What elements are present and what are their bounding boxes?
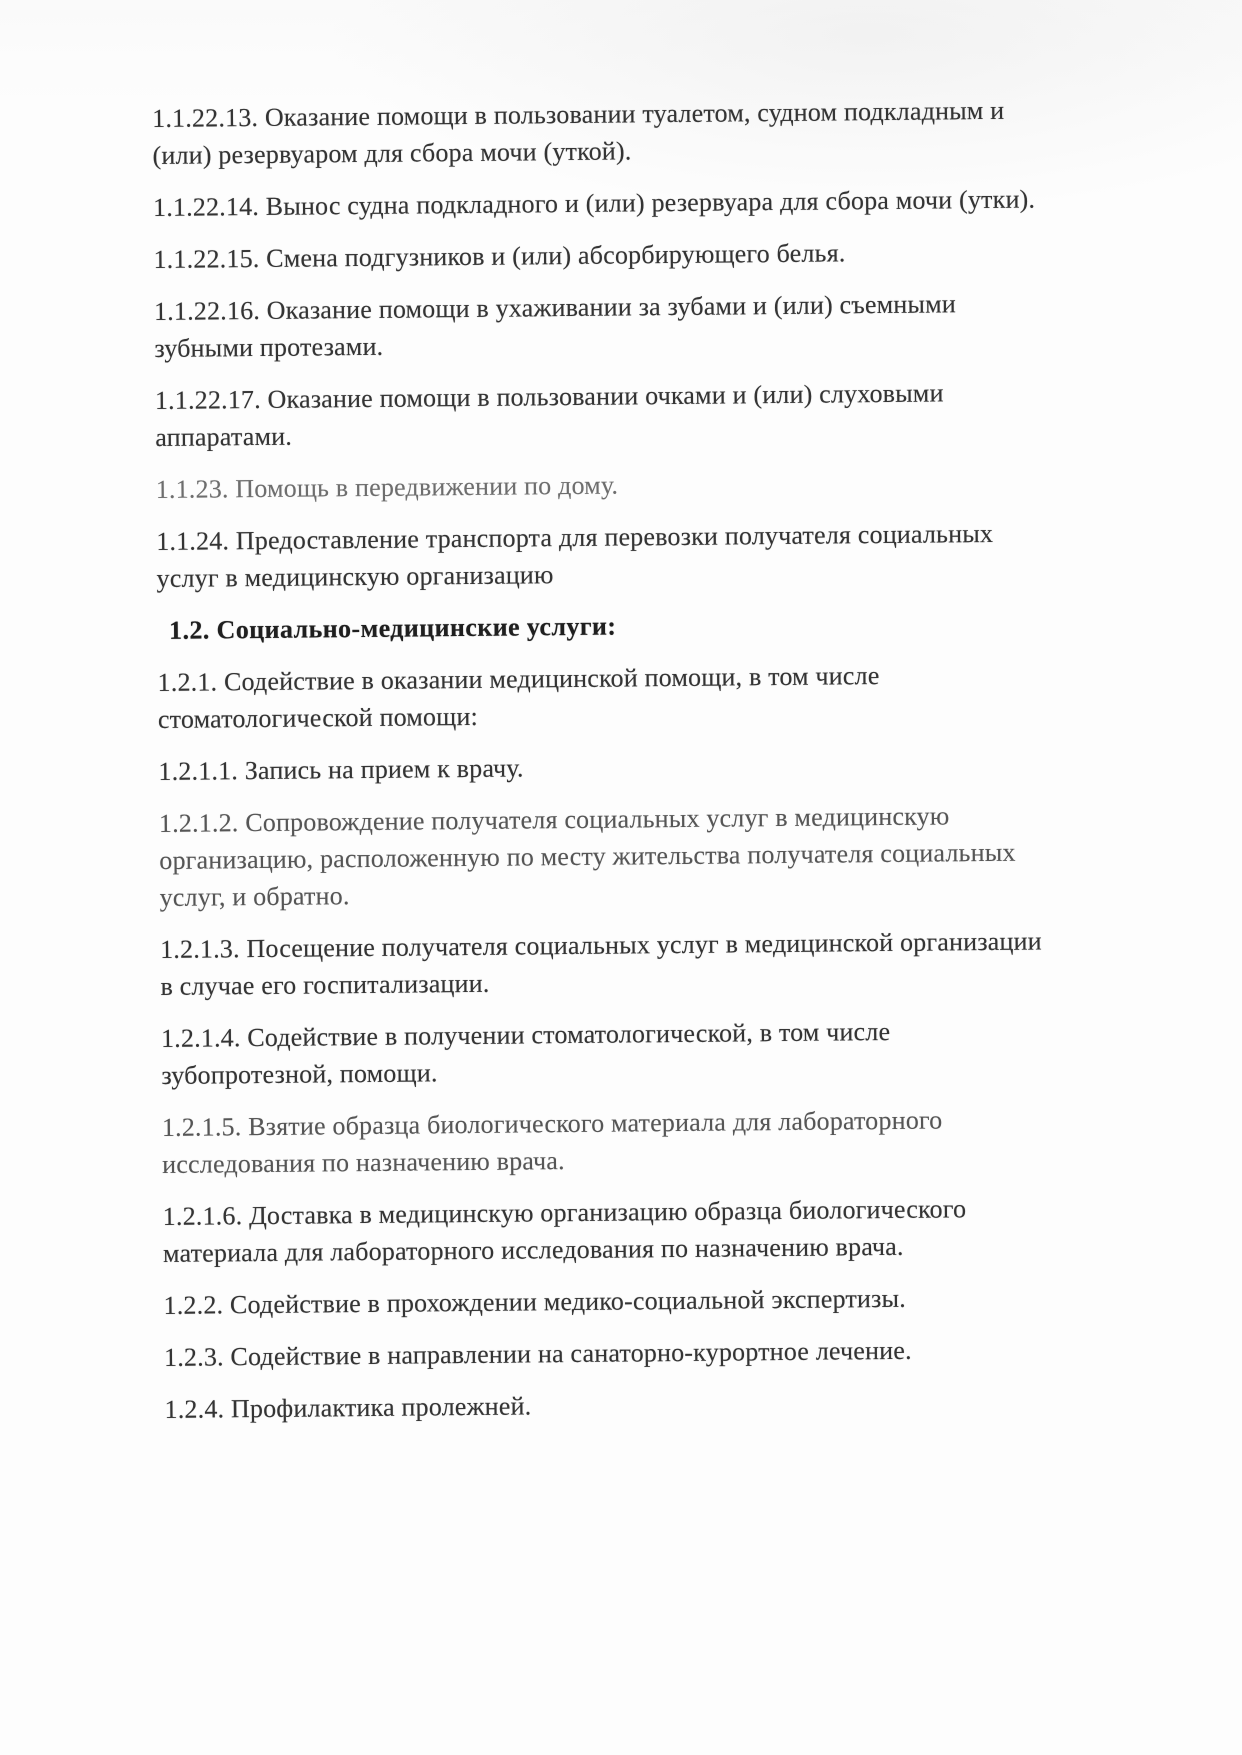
paragraph-1-1-24: 1.1.24. Предоставление транспорта для перевозки получателя социальных услуг в медицинскую организацию: [156, 518, 994, 593]
paragraph-1-2-1-1: 1.2.1.1. Запись на прием к врачу.: [158, 753, 524, 786]
paragraph-1-2-1-4: 1.2.1.4. Содействие в получении стоматологической, в том числе зубопротезной, помощи.: [160, 1016, 891, 1090]
document-text-block: [152, 92, 1049, 1443]
paragraph-1-1-22-14: 1.1.22.14. Вынос судна подкладного и (или) резервуара для сбора мочи (утки).: [152, 184, 1036, 222]
paragraph-1-1-22-16: 1.1.22.16. Оказание помощи в ухаживании за зубами и (или) съемными зубными протезами.: [153, 289, 957, 363]
section-heading-1-2: 1.2. Социально-медицинские услуги:: [168, 611, 617, 645]
paragraph-1-1-23: 1.1.23. Помощь в передвижении по дому.: [155, 470, 619, 504]
paragraph-1-2-2: 1.2.2. Содействие в прохождении медико-социальной экспертизы.: [163, 1283, 907, 1320]
paragraph-1-1-22-13: 1.1.22.13. Оказание помощи в пользовании туалетом, судном подкладным и (или) резервуаром для сбора мочи (уткой).: [152, 95, 1005, 170]
paragraph-1-2-1-6: 1.2.1.6. Доставка в медицинскую организацию образца биологического материала для лабораторного исследования по назначению врача.: [162, 1194, 967, 1268]
paragraph-1-2-3: 1.2.3. Содействие в направлении на санаторно-курортное лечение.: [163, 1335, 912, 1372]
paragraph-1-1-22-17: 1.1.22.17. Оказание помощи в пользовании очками и (или) слуховыми аппаратами.: [154, 378, 944, 452]
paragraph-1-2-4: 1.2.4. Профилактика пролежней.: [164, 1391, 532, 1424]
paragraph-1-2-1-2: 1.2.1.2. Сопровождение получателя социальных услуг в медицинскую организацию, расположенную по месту жительства получателя социальных услуг, и обратно.: [158, 801, 1016, 912]
paragraph-1-2-1: 1.2.1. Содействие в оказании медицинской помощи, в том числе стоматологической помощи:: [157, 661, 880, 734]
paragraph-1-1-22-15: 1.1.22.15. Смена подгузников и (или) абсорбирующего белья.: [153, 238, 846, 274]
paragraph-1-2-1-5: 1.2.1.5. Взятие образца биологического материала для лабораторного исследования по назначению врача.: [161, 1105, 943, 1179]
paragraph-1-2-1-3: 1.2.1.3. Посещение получателя социальных услуг в медицинской организации в случае его госпитализации.: [160, 926, 1042, 1001]
